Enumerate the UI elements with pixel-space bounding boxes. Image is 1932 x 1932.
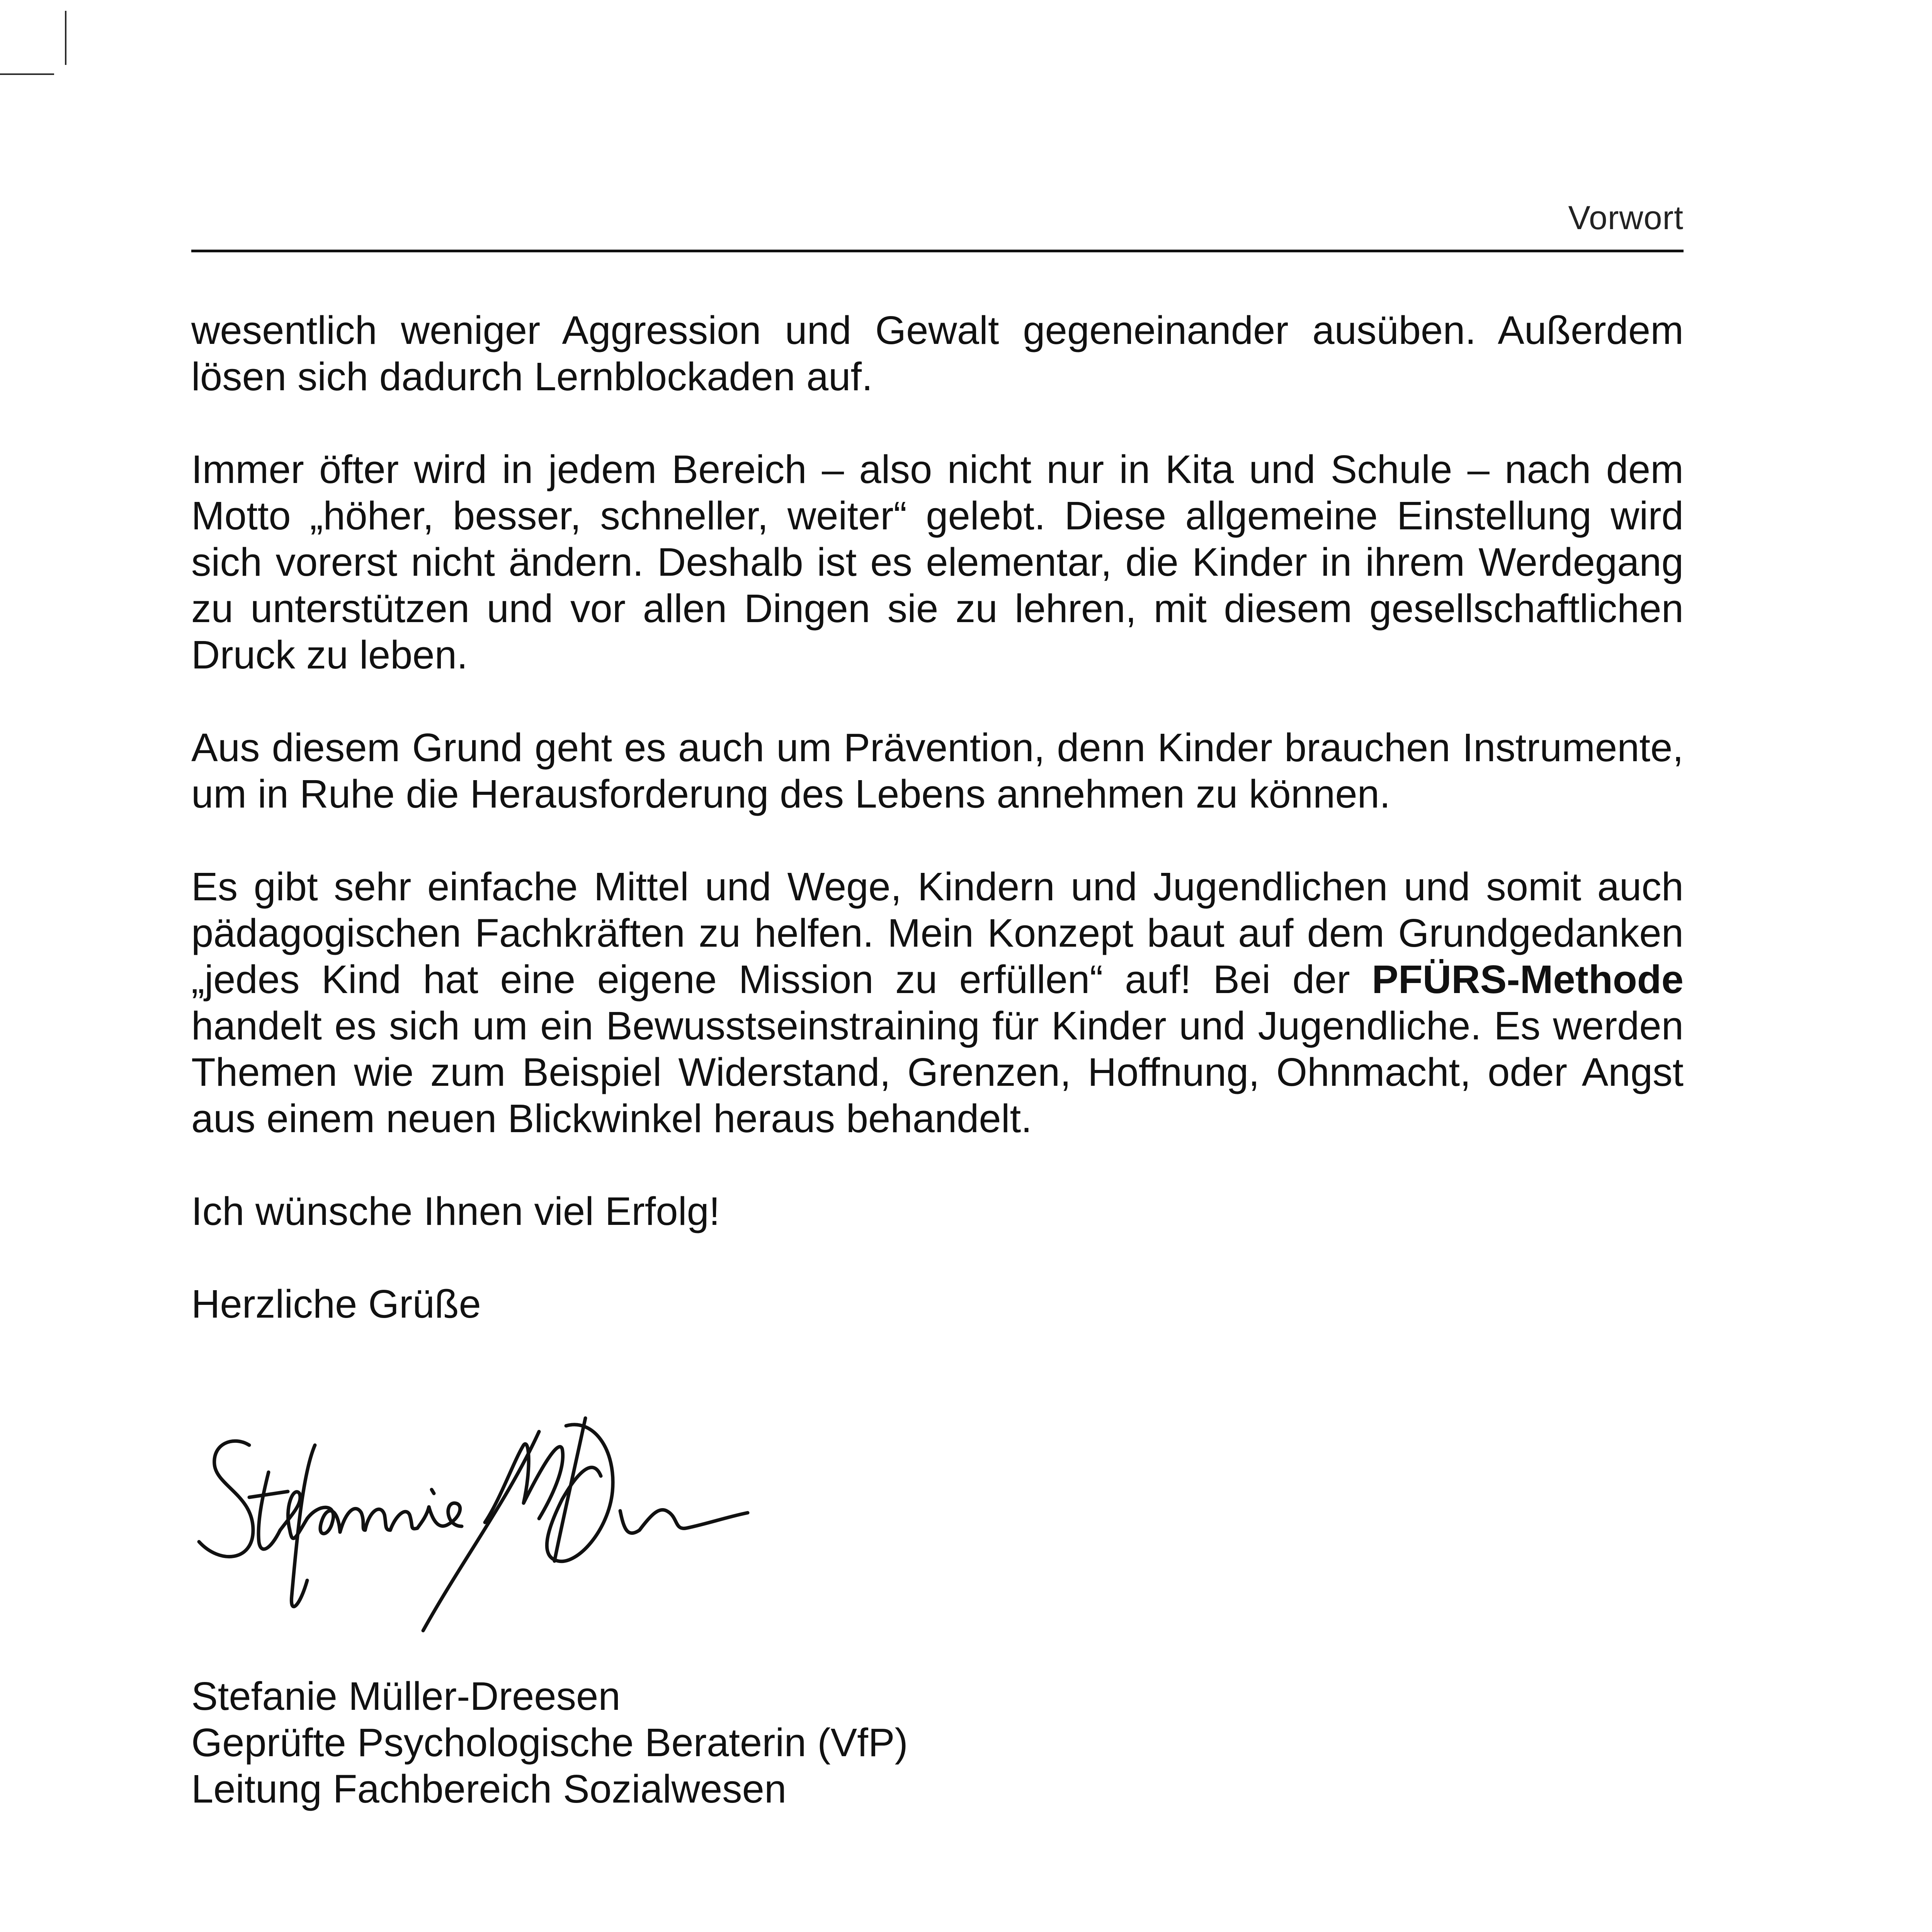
closing-wish: Ich wünsche Ihnen viel Erfolg! [191, 1189, 720, 1233]
body-text [191, 307, 1684, 1374]
paragraph-4-text-after: handelt es sich um ein Bewusstseinstraining für Kinder und Jugendliche. Es werden Themen wie zum Beispiel Widerstand, Grenzen, Hoffnung, Ohnmacht, oder Angst aus einem neuen Blickwinkel heraus behandelt. [191, 1003, 1684, 1141]
header-rule [191, 250, 1684, 252]
crop-mark-top-left-vertical [65, 11, 66, 65]
paragraph-2: Immer öfter wird in jedem Bereich – also nicht nur in Kita und Schule – nach dem Motto „höher, besser, schneller, weiter“ gelebt. Diese allgemeine Einstellung wird sich vorerst nicht ändern. Deshalb ist es elementar, die Kinder in ihrem Werdegang zu unterstützen und vor allen Dingen sie zu lehren, mit diesem gesellschaftlichen Druck zu leben. [191, 447, 1684, 677]
paragraph-1: wesentlich weniger Aggression und Gewalt gegeneinander ausüben. Außerdem lösen sich dadurch Lernblockaden auf. [191, 308, 1684, 399]
crop-mark-top-left-horizontal [0, 73, 54, 75]
signoff-block [191, 1673, 908, 1812]
paragraph-3: Aus diesem Grund geht es auch um Prävention, denn Kinder brauchen Instrumente, um in Ruhe die Herausforderung des Lebens annehmen zu können. [191, 725, 1684, 816]
author-title: Geprüfte Psychologische Beraterin (VfP) [191, 1720, 908, 1765]
greeting: Herzliche Grüße [191, 1282, 481, 1326]
paragraph-4-text-before: Es gibt sehr einfache Mittel und Wege, Kindern und Jugendlichen und somit auch pädagogischen Fachkräften zu helfen. Mein Konzept baut auf dem Grundgedanken „jedes Kind hat eine eigene Mission zu erfüllen“ auf! Bei der [191, 864, 1684, 1002]
author-role: Leitung Fachbereich Sozialwesen [191, 1767, 787, 1811]
paragraph-4 [191, 864, 1684, 1142]
handwritten-signature [191, 1414, 833, 1642]
method-name: PFÜRS-Methode [1372, 957, 1684, 1002]
author-name: Stefanie Müller-Dreesen [191, 1674, 621, 1718]
running-head: Vorwort [1568, 199, 1684, 236]
